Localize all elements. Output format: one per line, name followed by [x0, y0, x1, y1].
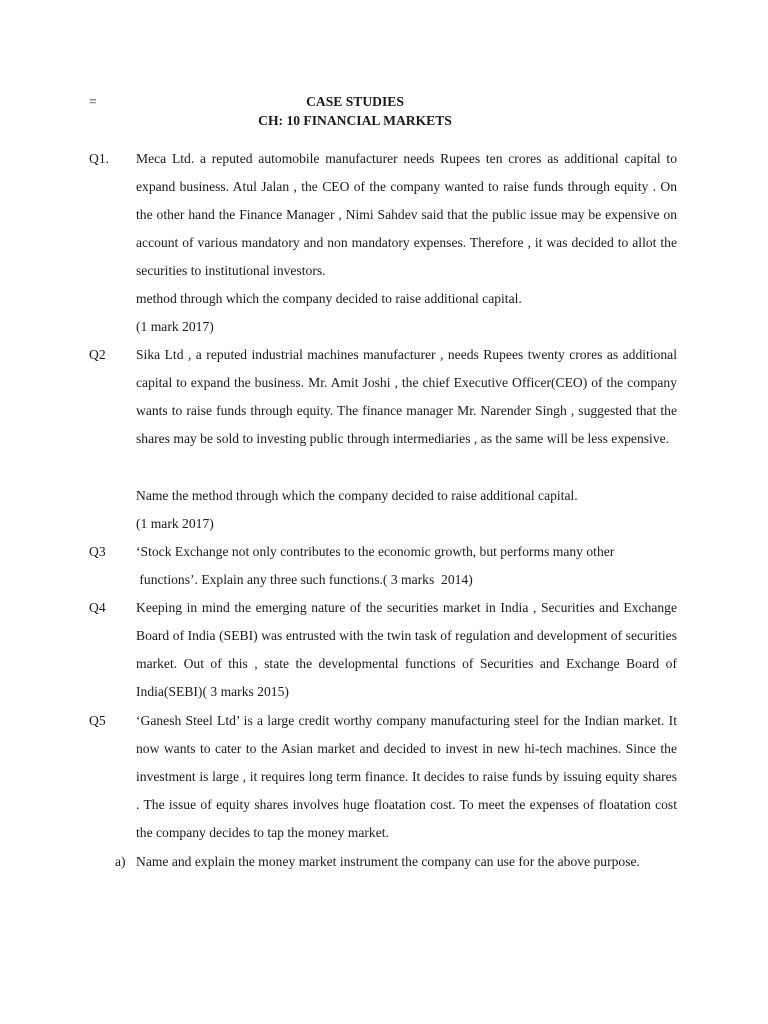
question-extra-q1: method through which the company decided to raise additional capital.: [136, 291, 522, 306]
question-text-q3-line2: functions’. Explain any three such functions.( 3 marks 2014): [136, 572, 473, 587]
question-text-q1: Meca Ltd. a reputed automobile manufacturer needs Rupees ten crores as additional capital to expand business. Atul Jalan , the CEO of the company wanted to raise funds through equity . On the other hand the Finance Manager , Nimi Sahdev said that the public issue may be expensive on account of various mandatory and non mandatory expenses. Therefore , it was decided to allot the securities to institutional investors.: [136, 151, 677, 278]
page-title: CASE STUDIES: [306, 94, 404, 109]
question-label-q1: Q1.: [89, 151, 110, 166]
question-extra-q2: Name the method through which the company decided to raise additional capital.: [136, 488, 578, 503]
question-marks-q2: (1 mark 2017): [136, 516, 214, 531]
question-label-q4: Q4: [89, 600, 106, 615]
sub-question-label-a: a): [115, 854, 126, 869]
question-label-q2: Q2: [89, 347, 106, 362]
question-marks-q1: (1 mark 2017): [136, 319, 214, 334]
question-label-q3: Q3: [89, 544, 106, 559]
question-text-q3-line1: ‘Stock Exchange not only contributes to the economic growth, but performs many other: [136, 544, 615, 559]
chapter-title: CH: 10 FINANCIAL MARKETS: [258, 113, 452, 128]
question-text-q5: ‘Ganesh Steel Ltd’ is a large credit worthy company manufacturing steel for the Indian market. It now wants to cater to the Asian market and decided to invest in new hi-tech machines. Since the investment is large , it requires long term finance. It decides to raise funds by issuing equity shares . The issue of equity shares involves huge floatation cost. To meet the expenses of floatation cost the company decides to tap the money market.: [136, 713, 677, 840]
question-text-q4: Keeping in mind the emerging nature of the securities market in India , Securities and Exchange Board of India (SEBI) was entrusted with the twin task of regulation and development of securities market. Out of this , state the developmental functions of Securities and Exchange Board of India(SEBI)( 3 marks 2015): [136, 600, 677, 699]
sub-question-text-a: Name and explain the money market instrument the company can use for the above purpose.: [136, 854, 640, 869]
question-text-q2: Sika Ltd , a reputed industrial machines manufacturer , needs Rupees twenty crores as additional capital to expand the business. Mr. Amit Joshi , the chief Executive Officer(CEO) of the company wants to raise funds through equity. The finance manager Mr. Narender Singh , suggested that the shares may be sold to investing public through intermediaries , as the same will be less expensive.: [136, 347, 677, 446]
question-label-q5: Q5: [89, 713, 106, 728]
header-marker: =: [89, 94, 97, 109]
